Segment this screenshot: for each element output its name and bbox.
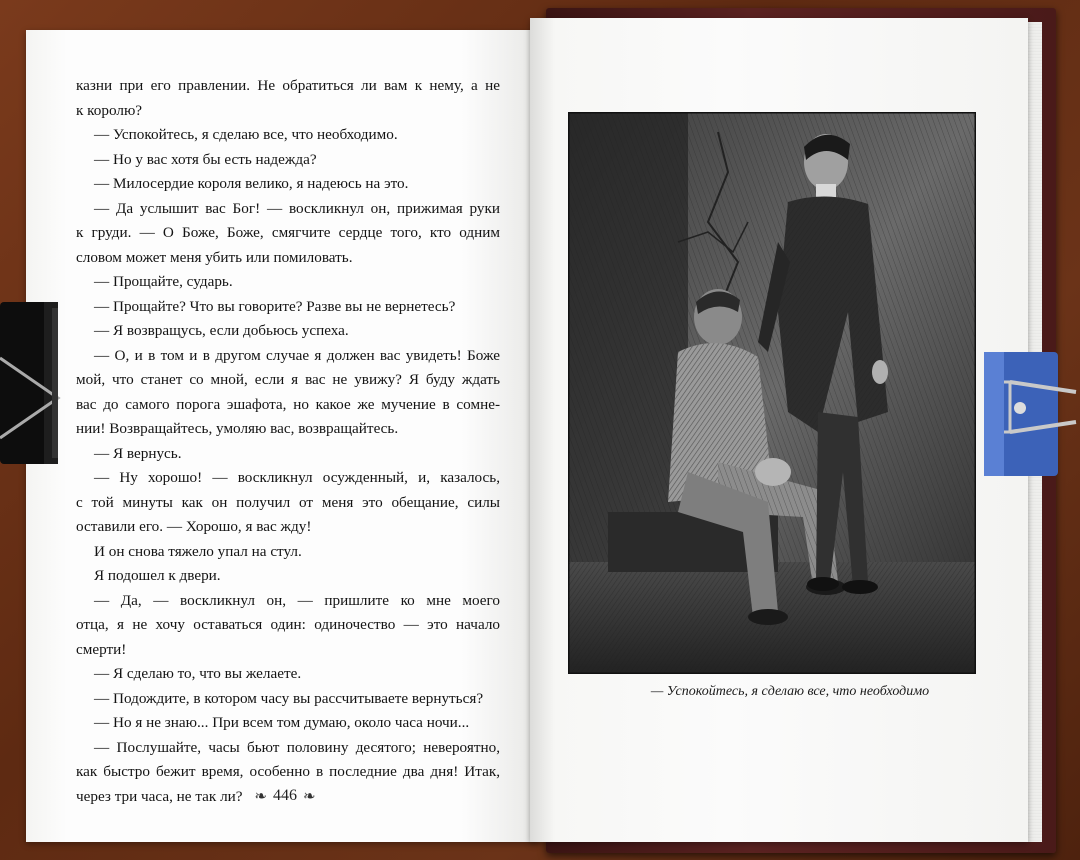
text-line: — Но я не знаю... При всем том думаю, около часа ночи... bbox=[94, 714, 470, 731]
text-line: отца, я не хочу оставаться один: одиночество — это начало bbox=[76, 616, 500, 633]
text-line: мой, что станет со мной, если я вас не увижу? Я буду ждать bbox=[76, 371, 500, 388]
text-line: — Успокойтесь, я сделаю все, что необходимо. bbox=[94, 126, 398, 143]
text-line: к королю? bbox=[76, 101, 143, 119]
text-line: — Я возвращусь, если добьюсь успеха. bbox=[94, 322, 349, 339]
text-line: — Милосердие короля велико, я надеюсь на это. bbox=[94, 175, 409, 192]
engraving-scene bbox=[568, 112, 976, 674]
text-line: — Я сделаю то, что вы желаете. bbox=[94, 665, 302, 682]
text-line: с той минуты как он получил от меня это обещание, силы bbox=[76, 493, 500, 511]
text-line: — Прощайте, сударь. bbox=[94, 273, 233, 290]
text-line: словом может меня убить или помиловать. bbox=[76, 248, 353, 266]
text-line: оставили его. — Хорошо, я вас жду! bbox=[76, 518, 312, 535]
text-line: — Ну хорошо! — воскликнул осужденный, и, казалось, bbox=[94, 469, 500, 486]
text-line: — Но у вас хотя бы есть надежда? bbox=[94, 150, 317, 168]
text-line: — Да, — воскликнул он, — пришлите ко мне моего bbox=[94, 591, 500, 609]
text-line: смерти! bbox=[76, 640, 127, 658]
left-page-text bbox=[76, 74, 500, 809]
binder-clip-icon-right bbox=[980, 342, 1080, 482]
text-line: — Прощайте? Что вы говорите? Разве вы не вернетесь? bbox=[94, 297, 456, 315]
text-line: нии! Возвращайтесь, умоляю вас, возвращайтесь. bbox=[76, 420, 399, 437]
illustration-caption: — Успокойтесь, я сделаю все, что необходимо bbox=[650, 684, 930, 699]
fleuron-icon-left: ❧ bbox=[254, 788, 267, 805]
text-line: И он снова тяжело упал на стул. bbox=[94, 542, 302, 560]
text-line: — О, и в том и в другом случае я должен вас увидеть! Боже bbox=[94, 346, 500, 364]
text-line: к груди. — О Боже, Боже, смягчите сердце того, кто одним bbox=[76, 224, 500, 241]
page-number: 446 bbox=[273, 787, 297, 804]
text-line: — Послушайте, часы бьют половину десятого; невероятно, bbox=[94, 738, 500, 756]
binder-clip-icon-left bbox=[0, 298, 66, 468]
text-line: как быстро бежит время, особенно в последние два дня! Итак, bbox=[76, 763, 500, 780]
text-line: — Я вернусь. bbox=[94, 444, 182, 462]
engraving-illustration bbox=[568, 112, 976, 674]
text-line: Я подошел к двери. bbox=[94, 567, 221, 584]
text-line: через три часа, не так ли? bbox=[76, 787, 243, 805]
fleuron-icon-right: ❧ bbox=[303, 788, 316, 805]
text-line: вас до самого порога эшафота, но какое же мучение в сомне- bbox=[76, 395, 500, 413]
text-line: казни при его правлении. Не обратиться ли вам к нему, а не bbox=[76, 77, 500, 94]
page-number-container bbox=[245, 784, 325, 808]
text-line: — Подождите, в котором часу вы рассчитываете вернуться? bbox=[94, 689, 484, 707]
text-line: — Да услышит вас Бог! — воскликнул он, прижимая руки bbox=[94, 199, 500, 217]
